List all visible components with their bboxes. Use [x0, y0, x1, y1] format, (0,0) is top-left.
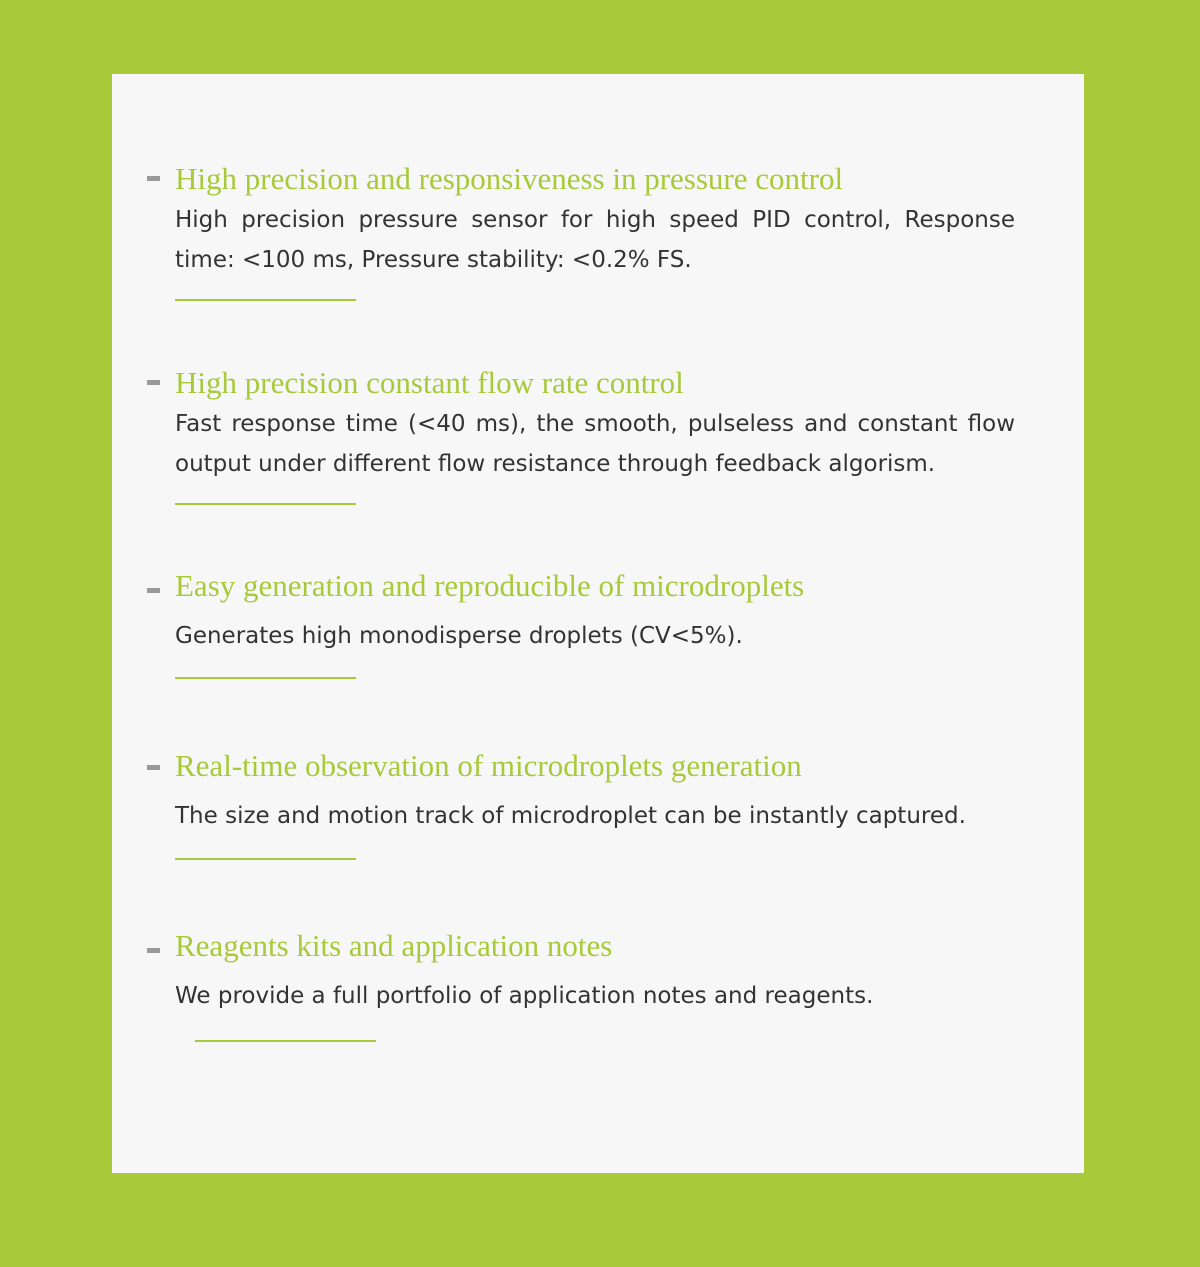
feature-description: High precision pressure sensor for high speed PID control, Response time: <100 ms, Pressure stability: <0.2% FS.: [175, 207, 1015, 273]
feature-title: Reagents kits and application notes: [175, 928, 613, 963]
feature-title: High precision and responsiveness in pressure control: [175, 161, 844, 196]
feature-divider: [175, 503, 356, 505]
feature-description: Fast response time (<40 ms), the smooth, pulseless and constant flow output under different flow resistance through feedback algorism.: [175, 411, 1015, 477]
feature-divider: [175, 858, 356, 860]
feature-description: Generates high monodisperse droplets (CV<5%).: [175, 623, 743, 649]
dash-bullet-icon: [147, 948, 160, 953]
feature-title: Real-time observation of microdroplets generation: [175, 748, 802, 783]
feature-description: We provide a full portfolio of application notes and reagents.: [175, 983, 874, 1009]
feature-divider: [175, 299, 356, 301]
dash-bullet-icon: [147, 176, 160, 181]
feature-description: The size and motion track of microdroplet can be instantly captured.: [175, 803, 966, 829]
feature-card: [112, 74, 1084, 1173]
dash-bullet-icon: [147, 588, 160, 593]
dash-bullet-icon: [147, 765, 160, 770]
feature-divider: [195, 1040, 376, 1042]
feature-title: High precision constant flow rate control: [175, 365, 684, 400]
feature-divider: [175, 677, 356, 679]
dash-bullet-icon: [147, 380, 160, 385]
feature-title: Easy generation and reproducible of microdroplets: [175, 568, 805, 603]
